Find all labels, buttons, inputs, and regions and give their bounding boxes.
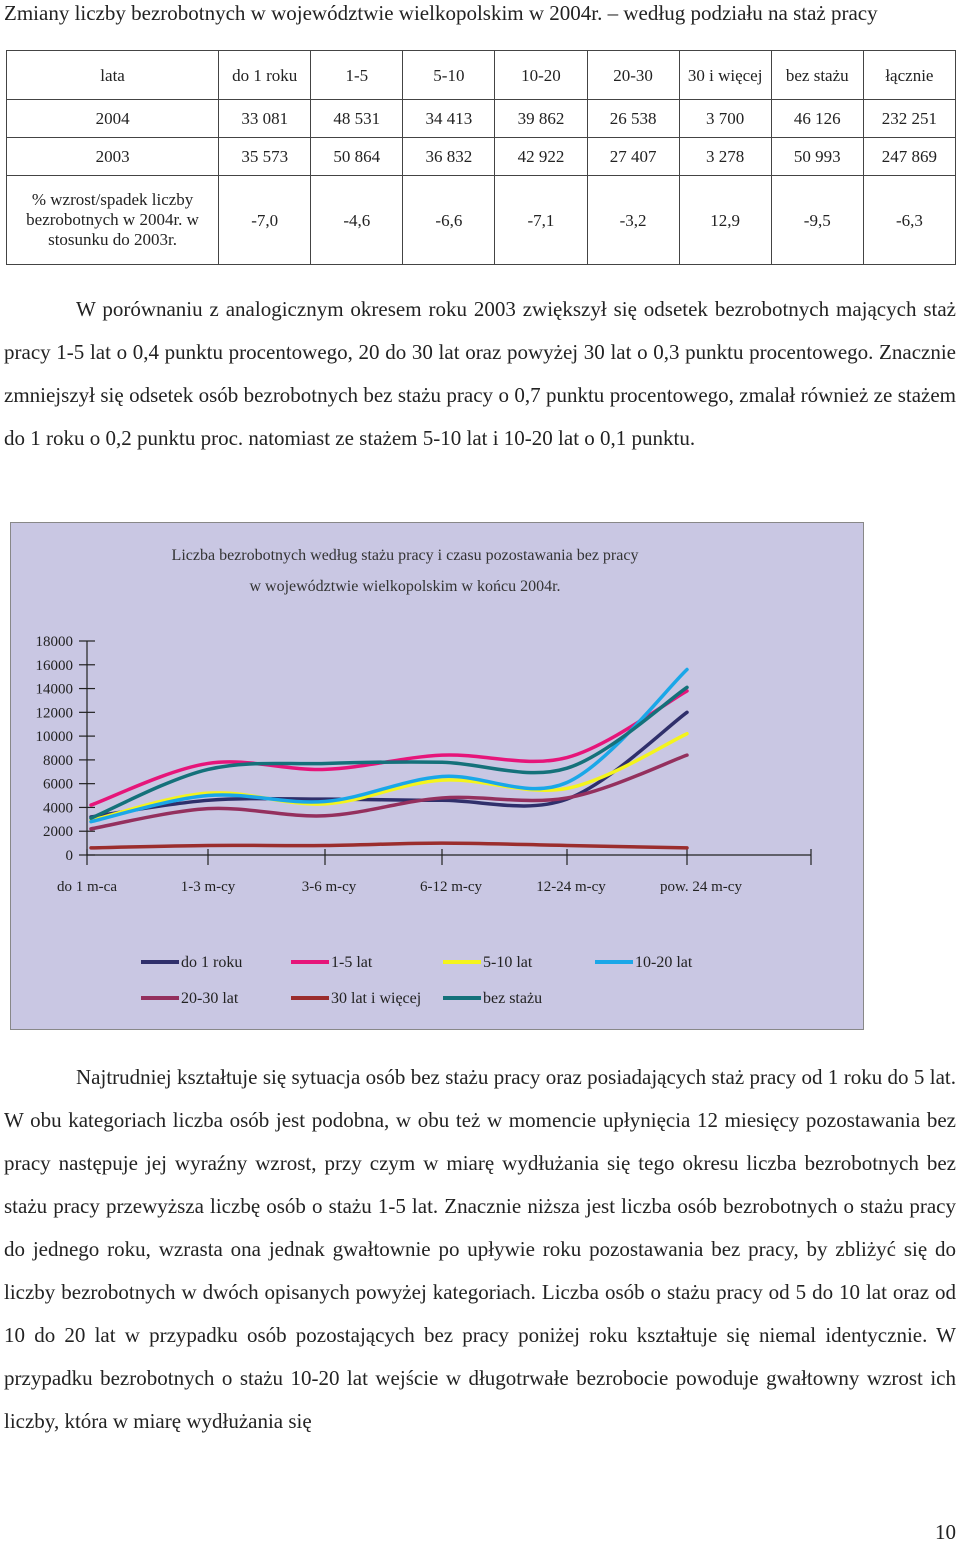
table-header-cell: 1-5: [311, 51, 403, 100]
legend-label: 10-20 lat: [635, 954, 693, 971]
table-cell: 35 573: [219, 138, 311, 176]
paragraph-intro: [4, 288, 956, 460]
paragraph-text: W porównaniu z analogicznym okresem roku 2003 zwiększył się odsetek bezrobotnych mających staż pracy 1-5 lat o 0,4 punktu procentowego, 20 do 30 lat oraz powyżej 30 lat o 0,3 punktu procentowego. Znacznie zmniejszył się odsetek osób bezrobotnych bez stażu pracy o 0,7 punktu procentowego, zmalał również ze stażem do 1 roku o 0,2 punktu proc. natomiast ze stażem 5-10 lat i 10-20 lat o 0,1 punktu.: [4, 297, 956, 450]
unemployment-table: [6, 50, 956, 265]
table-cell: -9,5: [771, 176, 863, 265]
legend-label: 5-10 lat: [483, 954, 533, 971]
table-cell: 36 832: [403, 138, 495, 176]
page-number: 10: [935, 1520, 956, 1544]
y-tick-label: 0: [65, 848, 73, 864]
table-header-cell: 20-30: [587, 51, 679, 100]
table-cell: 50 864: [311, 138, 403, 176]
page-heading: Zmiany liczby bezrobotnych w województwie wielkopolskim w 2004r. – według podziału na staż pracy: [4, 1, 878, 25]
table-header-cell: lata: [7, 51, 219, 100]
table-cell: 2004: [7, 100, 219, 138]
chart-subtitle: w województwie wielkopolskim w końcu 2004r.: [249, 578, 561, 595]
table-cell: -7,1: [495, 176, 587, 265]
table-cell: -7,0: [219, 176, 311, 265]
legend-label: bez stażu: [483, 990, 543, 1007]
table-row: [7, 100, 956, 138]
paragraph-analysis: [4, 1056, 956, 1443]
table-header-cell: 30 i więcej: [679, 51, 771, 100]
table-header-row: [7, 51, 956, 100]
y-tick-label: 12000: [35, 705, 73, 722]
table-cell: 34 413: [403, 100, 495, 138]
y-tick-label: 2000: [43, 824, 73, 841]
x-tick-label: 1-3 m-cy: [180, 879, 236, 895]
table-cell: 48 531: [311, 100, 403, 138]
line-chart: [11, 523, 863, 1029]
x-tick-label: do 1 m-ca: [57, 879, 117, 895]
legend-label: 20-30 lat: [181, 990, 239, 1007]
legend-label: 1-5 lat: [331, 954, 373, 971]
table-cell: 232 251: [863, 100, 955, 138]
table-cell: 2003: [7, 138, 219, 176]
table-cell: -4,6: [311, 176, 403, 265]
table-cell: 12,9: [679, 176, 771, 265]
table-row: [7, 138, 956, 176]
series-line: [91, 843, 687, 848]
y-tick-label: 18000: [35, 634, 73, 650]
chart-title: Liczba bezrobotnych według stażu pracy i czasu pozostawania bez pracy: [171, 547, 639, 564]
x-tick-label: 12-24 m-cy: [536, 879, 606, 895]
table-cell: -6,3: [863, 176, 955, 265]
table-cell: -3,2: [587, 176, 679, 265]
table-cell: -6,6: [403, 176, 495, 265]
paragraph-text: Najtrudniej kształtuje się sytuacja osób bez stażu pracy oraz posiadających staż pracy od 1 roku do 5 lat. W obu kategoriach liczba osób jest podobna, w obu też w momencie upłynięcia 12 miesięcy pozostawania bez pracy następuje jej wyraźny wzrost, przy czym w miarę wydłużania się tego okresu liczba bezrobotnych bez stażu pracy przewyższa liczbę osób o stażu 1-5 lat. Znacznie niższa jest liczba osób bezrobotnych o stażu pracy do jednego roku, wzrasta ona jednak gwałtownie po upływie roku pozostawania bez pracy, by zbliżyć się do liczby bezrobotnych w dwóch opisanych powyżej kategoriach. Liczba osób o stażu pracy od 5 do 10 lat oraz od 10 do 20 lat w przypadku osób pozostających bez pracy poniżej roku kształtuje się niemal identycznie. W przypadku bezrobotnych o stażu 10-20 lat wejście w długotrwałe bezrobocie powoduje gwałtowny wzrost ich liczby, która w miarę wydłużania się: [4, 1065, 956, 1433]
table-cell: 33 081: [219, 100, 311, 138]
table-cell: 3 278: [679, 138, 771, 176]
x-tick-label: 6-12 m-cy: [419, 879, 483, 895]
table-cell: % wzrost/spadek liczby bezrobotnych w 2004r. w stosunku do 2003r.: [7, 176, 219, 265]
table-header-cell: łącznie: [863, 51, 955, 100]
y-tick-label: 14000: [35, 681, 73, 698]
y-tick-label: 4000: [43, 800, 73, 817]
table-row: [7, 176, 956, 265]
table-header-cell: bez stażu: [771, 51, 863, 100]
table-cell: 3 700: [679, 100, 771, 138]
legend-label: 30 lat i więcej: [331, 990, 422, 1007]
y-tick-label: 10000: [35, 729, 73, 746]
line-chart-panel: [10, 522, 864, 1030]
table-cell: 39 862: [495, 100, 587, 138]
x-tick-label: 3-6 m-cy: [301, 879, 357, 895]
table-header-cell: 10-20: [495, 51, 587, 100]
table-header-cell: 5-10: [403, 51, 495, 100]
table-cell: 46 126: [771, 100, 863, 138]
table-cell: 42 922: [495, 138, 587, 176]
y-tick-label: 16000: [35, 657, 73, 674]
y-tick-label: 8000: [43, 752, 73, 769]
table-cell: 50 993: [771, 138, 863, 176]
table-header-cell: do 1 roku: [219, 51, 311, 100]
legend-label: do 1 roku: [181, 954, 243, 971]
table-cell: 247 869: [863, 138, 955, 176]
y-tick-label: 6000: [43, 776, 73, 793]
table-cell: 26 538: [587, 100, 679, 138]
x-tick-label: pow. 24 m-cy: [660, 879, 742, 895]
table-cell: 27 407: [587, 138, 679, 176]
